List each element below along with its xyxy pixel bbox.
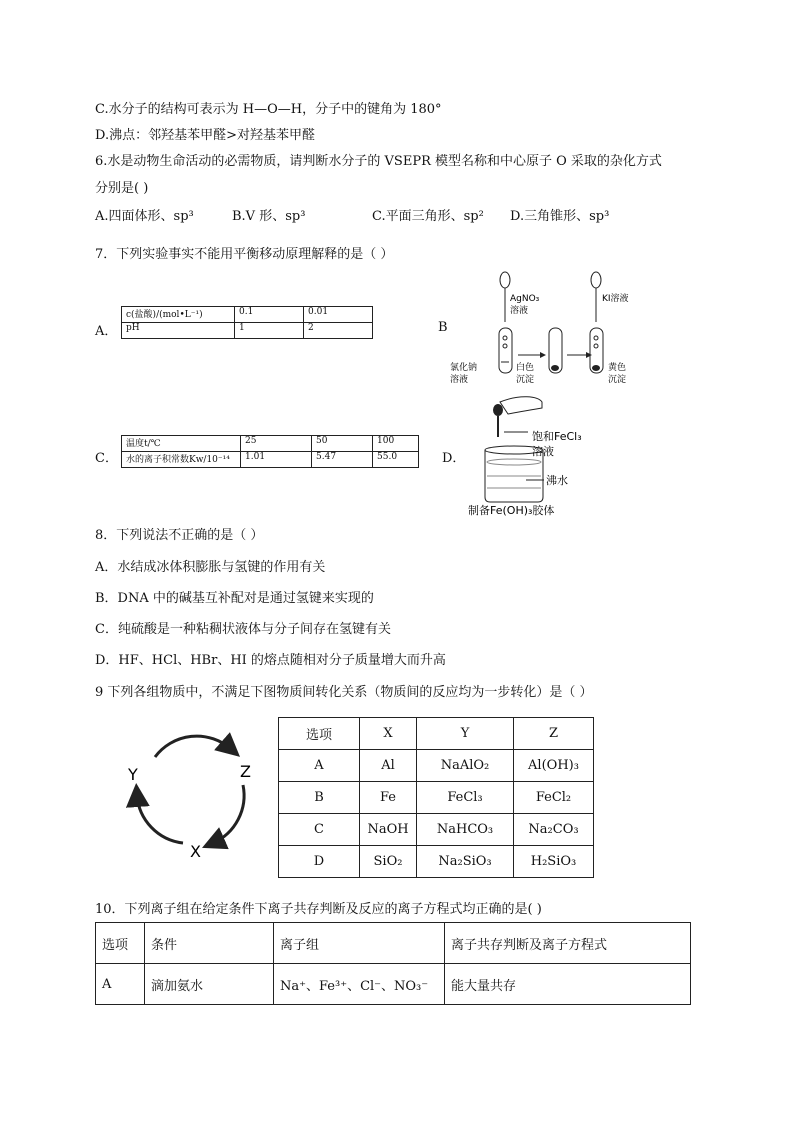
question-7-text: 7．下列实验事实不能用平衡移动原理解释的是（ ）	[95, 247, 394, 262]
table-cell: 选项	[96, 923, 145, 964]
table-cell: C	[279, 814, 360, 846]
table-cell: X	[360, 718, 417, 750]
table-cell: 能大量共存	[445, 964, 691, 1005]
table-cell: Y	[417, 718, 514, 750]
label-fecl3-solution: 溶液	[532, 445, 554, 458]
question-8-text: 8．下列说法不正确的是（ ）	[95, 528, 264, 543]
q6-option-a: A.四面体形、sp³	[95, 209, 194, 224]
table-cell: Z	[514, 718, 594, 750]
table-cell: 滴加氨水	[145, 964, 274, 1005]
cycle-label-x: X	[190, 842, 201, 861]
option-c-text: C.水分子的结构可表示为 H—O—H，分子中的键角为 180°	[95, 102, 442, 117]
q8-option-a: A．水结成冰体积膨胀与氢键的作用有关	[95, 560, 326, 575]
table-row	[279, 814, 594, 846]
label-agno3: AgNO₃	[510, 294, 540, 304]
table-row	[96, 923, 691, 964]
label-boiling-water: 沸水	[546, 474, 568, 487]
table-row	[279, 750, 594, 782]
table-cell: 选项	[279, 718, 360, 750]
question-9-text: 9 下列各组物质中，不满足下图物质间转化关系（物质间的反应均为一步转化）是（ ）	[95, 685, 593, 700]
figure-d-caption: 制备Fe(OH)₃胶体	[468, 504, 555, 517]
table-cell: 0.1	[235, 307, 304, 323]
q7-figure-b	[448, 270, 648, 390]
table-cell: D	[279, 846, 360, 878]
label-nacl: 氯化钠	[450, 363, 478, 373]
q6-option-b: B.V 形、sp³	[232, 209, 306, 224]
table-row	[279, 846, 594, 878]
q7-label-d: D．	[442, 451, 466, 466]
question-6-text-cont: 分别是( )	[95, 181, 149, 196]
q9-table	[278, 717, 594, 878]
table-cell: Fe	[360, 782, 417, 814]
table-cell: 50	[312, 436, 373, 452]
table-cell: 25	[241, 436, 312, 452]
cycle-label-y: Y	[128, 765, 138, 784]
q9-cycle-diagram	[115, 725, 275, 865]
table-cell: Na₂CO₃	[514, 814, 594, 846]
option-d-text: D.沸点：邻羟基苯甲醛>对羟基苯甲醛	[95, 128, 315, 143]
table-cell: NaHCO₃	[417, 814, 514, 846]
q7-figure-d	[460, 392, 620, 517]
label-nacl-solution: 溶液	[450, 375, 469, 385]
label-ki: KI溶液	[602, 294, 629, 304]
table-cell: 离子组	[274, 923, 445, 964]
table-cell: NaOH	[360, 814, 417, 846]
table-cell: Al(OH)₃	[514, 750, 594, 782]
table-cell: SiO₂	[360, 846, 417, 878]
q8-option-c: C．纯硫酸是一种粘稠状液体与分子间存在氢键有关	[95, 622, 391, 637]
q8-option-b: B．DNA 中的碱基互补配对是通过氢键来实现的	[95, 591, 374, 606]
table-cell: 水的离子积常数Kw/10⁻¹⁴	[122, 452, 241, 468]
table-cell: 离子共存判断及离子方程式	[445, 923, 691, 964]
table-cell: pH	[122, 323, 235, 339]
q6-option-d: D.三角锥形、sp³	[510, 209, 610, 224]
table-cell: A	[279, 750, 360, 782]
table-cell: 100	[373, 436, 419, 452]
label-white: 白色	[516, 363, 535, 373]
table-cell: 55.0	[373, 452, 419, 468]
table-cell: 5.47	[312, 452, 373, 468]
label-yellow: 黄色	[608, 363, 627, 373]
table-row	[279, 782, 594, 814]
table-cell: Na₂SiO₃	[417, 846, 514, 878]
table-cell: A	[96, 964, 145, 1005]
table-cell: 条件	[145, 923, 274, 964]
table-cell: Na⁺、Fe³⁺、Cl⁻、NO₃⁻	[274, 964, 445, 1005]
q7-label-b: B	[438, 320, 448, 335]
question-6-text: 6.水是动物生命活动的必需物质，请判断水分子的 VSEPR 模型名称和中心原子 O 采取的杂化方式	[95, 154, 662, 169]
table-cell: FeCl₃	[417, 782, 514, 814]
q7-table-c	[121, 435, 419, 468]
table-cell: 0.01	[304, 307, 373, 323]
table-cell: c(盐酸)/(mol•L⁻¹)	[122, 307, 235, 323]
table-cell: H₂SiO₃	[514, 846, 594, 878]
q10-table	[95, 922, 691, 1005]
table-cell: 1	[235, 323, 304, 339]
table-cell: FeCl₂	[514, 782, 594, 814]
table-row	[96, 964, 691, 1005]
label-agno3-solution: 溶液	[510, 306, 529, 316]
table-cell: B	[279, 782, 360, 814]
q8-option-d: D．HF、HCl、HBr、HI 的熔点随相对分子质量增大而升高	[95, 653, 446, 668]
table-cell: 温度t/℃	[122, 436, 241, 452]
label-white-precipitate: 沉淀	[516, 375, 535, 385]
table-cell: 2	[304, 323, 373, 339]
question-10-text: 10．下列离子组在给定条件下离子共存判断及反应的离子方程式均正确的是( )	[95, 902, 542, 917]
cycle-label-z: Z	[240, 762, 251, 781]
q7-label-a: A．	[95, 324, 118, 339]
q7-table-a	[121, 306, 373, 339]
label-fecl3: 饱和FeCl₃	[532, 430, 582, 443]
table-cell: NaAlO₂	[417, 750, 514, 782]
q7-label-c: C．	[95, 451, 118, 466]
table-cell: 1.01	[241, 452, 312, 468]
table-cell: Al	[360, 750, 417, 782]
q6-option-c: C.平面三角形、sp²	[372, 209, 484, 224]
table-row	[279, 718, 594, 750]
label-yellow-precipitate: 沉淀	[608, 375, 627, 385]
